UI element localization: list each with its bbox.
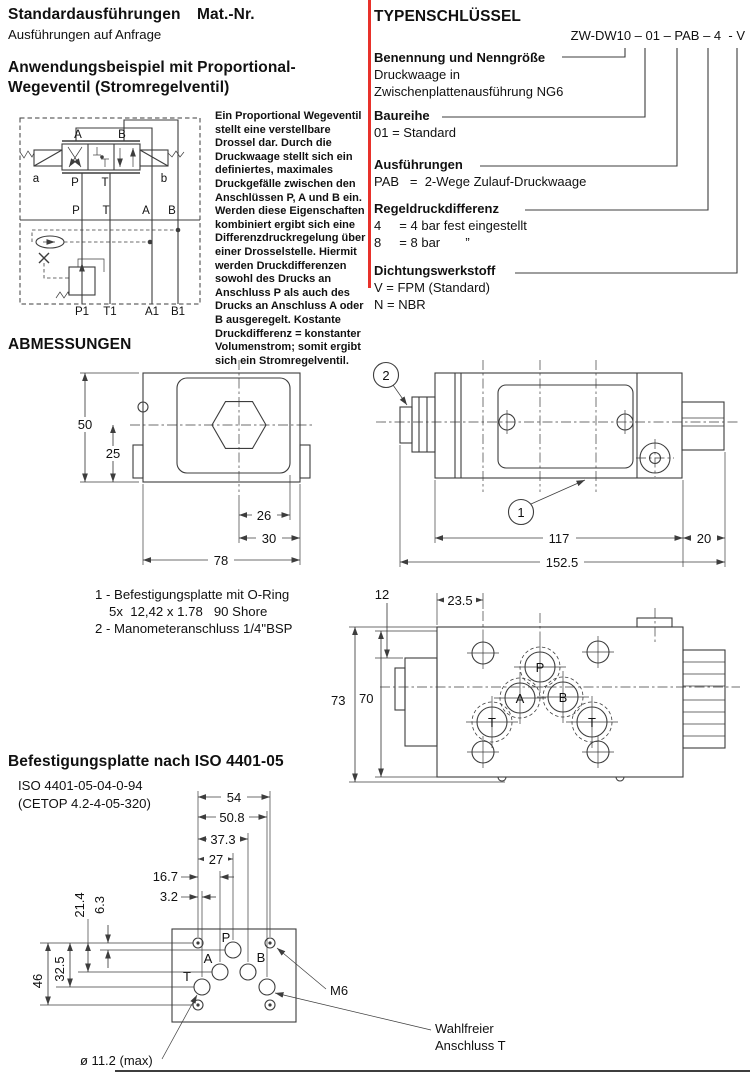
plate-port-t: T xyxy=(183,969,191,984)
circuit-manifold-b: B xyxy=(168,205,176,217)
benennung-label: Benennung und Nenngröße xyxy=(374,50,546,65)
plate-port-b: B xyxy=(256,950,266,965)
circuit-valve-port-a: A xyxy=(74,129,82,141)
dim-70: 70 xyxy=(359,691,374,706)
benennung-line1: Druckwaage in xyxy=(374,67,460,82)
note-2: 2 - Manometeranschluss 1/4"BSP xyxy=(95,621,293,636)
dim-23-5: 23.5 xyxy=(447,593,473,608)
mounting-plate-drawing xyxy=(20,785,540,1074)
drawing-notes xyxy=(95,586,292,637)
baureihe-value: 01 = Standard xyxy=(374,125,457,140)
dim-50-8: 50.8 xyxy=(219,810,245,825)
dim-46: 46 xyxy=(30,973,45,989)
dim-20: 20 xyxy=(696,531,712,546)
circuit-valve-port-b: B xyxy=(118,129,126,141)
circuit-solenoid-b: b xyxy=(160,173,168,185)
circuit-manifold-t: T xyxy=(102,205,110,217)
column-divider xyxy=(368,0,371,288)
hydraulic-circuit-diagram xyxy=(12,112,212,318)
header-subtitle: Ausführungen auf Anfrage xyxy=(8,27,162,42)
circuit-sub-p1: P1 xyxy=(74,306,90,318)
dim-32-5: 32.5 xyxy=(52,956,67,982)
application-paragraph: Ein Proportional Wegeventil stellt eine verstellbare Drossel dar. Durch die Druckwaage stellt sich ein definiertes, maximales Druckgefälle zwischen den Anschlüssen P, A und B ein. Werden diese Eigenschaften kombiniert ergibt sich eine Differenzdruckregelung über einer Drosselstelle. Hiermit werden Druckdifferenzen sowohl des Drucks an Anschluss P als auch des Drucks an Anschluss A oder B ausgeregelt. Kostante Druckdifferenz = konstanter Volumenstrom; somit ergibt sich ein Stromregelventil. xyxy=(215,110,366,367)
benennung-line2: Zwischenplattenausführung NG6 xyxy=(374,84,564,99)
dim-37-3: 37.3 xyxy=(210,832,236,847)
top-view-port-a: A xyxy=(515,691,525,706)
dim-26: 26 xyxy=(256,508,272,523)
regeldruck-label: Regeldruckdifferenz xyxy=(374,201,499,216)
plate-port-p: P xyxy=(221,930,231,945)
dichtung-value1: V = FPM (Standard) xyxy=(374,280,490,295)
top-view-drawing xyxy=(325,583,750,788)
dim-16-7: 16.7 xyxy=(152,869,178,884)
dim-152-5: 152.5 xyxy=(545,555,579,570)
note-1: 1 - Befestigungsplatte mit O-Ring xyxy=(95,587,290,602)
ausfuehrungen-label: Ausführungen xyxy=(374,157,463,172)
circuit-sub-a1: A1 xyxy=(144,306,160,318)
plate-bolt-holes xyxy=(193,938,275,1010)
port-group xyxy=(466,641,618,748)
balloon-1: 1 xyxy=(517,505,525,520)
dim-78: 78 xyxy=(213,553,229,568)
circuit-valve-port-p: P xyxy=(71,177,79,189)
optional-t-label-line2: Anschluss T xyxy=(435,1038,506,1053)
circuit-sub-b1: B1 xyxy=(170,306,186,318)
plate-iso-code: ISO 4401-05-04-0-94 xyxy=(18,778,143,793)
abmessungen-title: ABMESSUNGEN xyxy=(8,336,132,353)
plate-title: Befestigungsplatte nach ISO 4401-05 xyxy=(8,753,284,770)
circuit-solenoid-a: a xyxy=(32,173,40,185)
typenschluessel-title: TYPENSCHLÜSSEL xyxy=(374,8,521,25)
plate-port-a: A xyxy=(203,951,213,966)
baureihe-label: Baureihe xyxy=(374,108,430,123)
plate-cetop-code: (CETOP 4.2-4-05-320) xyxy=(18,796,151,811)
top-view-port-b: B xyxy=(558,690,568,705)
dim-6-3: 6.3 xyxy=(92,895,107,915)
dim-50: 50 xyxy=(77,417,93,432)
diameter-label: ø 11.2 (max) xyxy=(80,1053,153,1068)
circuit-manifold-a: A xyxy=(142,205,150,217)
dim-117: 117 xyxy=(548,531,570,546)
regeldruck-value2: 8 = 8 bar ” xyxy=(374,235,470,250)
regeldruck-value1: 4 = 4 bar fest eingestellt xyxy=(374,218,527,233)
dim-30: 30 xyxy=(261,531,277,546)
dim-25: 25 xyxy=(105,446,121,461)
circuit-sub-t1: T1 xyxy=(103,306,117,318)
balloon-2: 2 xyxy=(382,368,390,383)
circuit-valve-port-t: T xyxy=(101,177,109,189)
dichtung-label: Dichtungswerkstoff xyxy=(374,263,496,278)
dim-3-2: 3.2 xyxy=(159,889,178,904)
dim-54: 54 xyxy=(226,790,242,805)
application-heading xyxy=(8,58,296,98)
mat-nr-label: Mat.-Nr. xyxy=(197,6,255,23)
standard-title: Standardausführungen xyxy=(8,6,181,23)
type-code: ZW-DW10 – 01 – PAB – 4 - V xyxy=(570,28,745,43)
end-view-drawing xyxy=(55,350,320,575)
application-heading-line2: Wegeventil (Stromregelventil) xyxy=(8,79,230,96)
circuit-manifold-p: P xyxy=(72,205,80,217)
dim-73: 73 xyxy=(331,693,346,708)
dim-12: 12 xyxy=(374,587,390,602)
m6-label: M6 xyxy=(330,983,349,998)
optional-t-label-line1: Wahlfreier xyxy=(435,1021,494,1036)
top-view-port-t-right: T xyxy=(588,715,596,730)
side-view-drawing xyxy=(368,352,750,580)
note-1b: 5x 12,42 x 1.78 90 Shore xyxy=(109,604,268,619)
dichtung-value2: N = NBR xyxy=(374,297,426,312)
dim-27: 27 xyxy=(208,852,224,867)
dim-21-4: 21.4 xyxy=(72,892,87,918)
application-heading-line1: Anwendungsbeispiel mit Proportional- xyxy=(8,59,296,76)
ausfuehrungen-value: PAB = 2-Wege Zulauf-Druckwaage xyxy=(374,174,587,189)
footer-rule xyxy=(115,1070,750,1072)
top-view-port-p: P xyxy=(535,660,545,675)
top-view-port-t-left: T xyxy=(488,715,496,730)
